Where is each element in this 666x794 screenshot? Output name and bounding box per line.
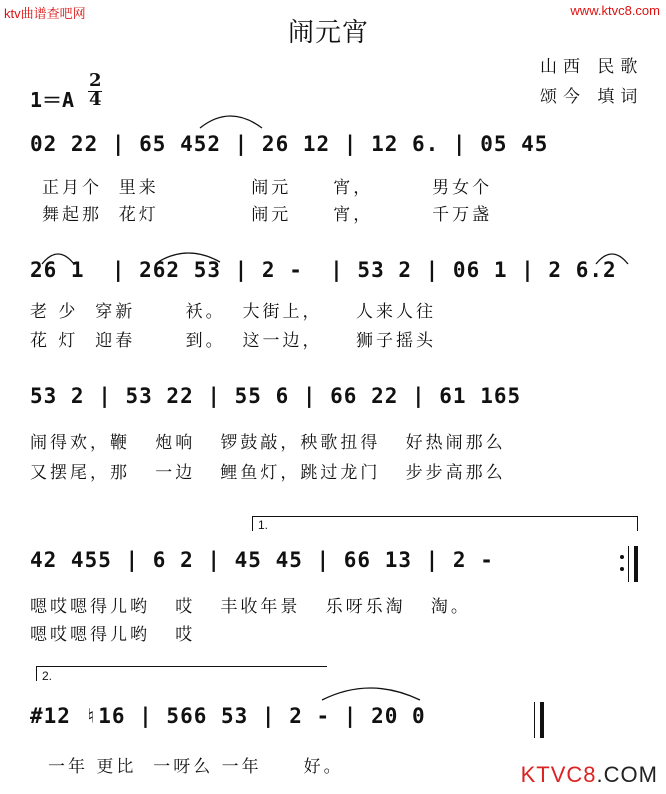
lyric-row-2-verse-2: 花 灯 迎春 到。 这一边， 狮子摇头 <box>30 331 437 351</box>
origin-credit: 山西 民歌 <box>540 57 644 77</box>
lyric-row-4-verse-2: 嗯哎嗯得儿哟 哎 <box>30 625 196 645</box>
lyricist-credit: 颂今 填词 <box>540 87 644 107</box>
time-signature-denominator: 4 <box>89 89 102 110</box>
repeat-thick-bar <box>634 546 638 582</box>
notation-row-4: 42 455 | 6 2 | 45 45 | 66 13 | 2 - <box>30 548 494 572</box>
end-thick-bar <box>540 702 544 738</box>
watermark-top-right: www.ktvc8.com <box>570 3 660 18</box>
site-logo <box>521 762 658 788</box>
end-thin-bar <box>534 702 535 738</box>
notation-row-1: 02 22 | 65 452 | 26 12 | 12 6. | 05 45 <box>30 132 549 156</box>
lyric-row-2-verse-1: 老 少 穿新 袄。 大街上， 人来人往 <box>30 302 437 322</box>
site-logo-dark: .COM <box>596 762 658 787</box>
notation-row-3: 53 2 | 53 22 | 55 6 | 66 22 | 61 165 <box>30 384 522 408</box>
lyric-row-1-verse-2: 舞起那 花灯 闹元 宵， 千万盏 <box>42 205 493 225</box>
key-signature: 1＝A <box>30 88 75 112</box>
song-title: 闹元宵 <box>288 18 370 48</box>
repeat-dot-upper <box>620 555 624 559</box>
first-ending-bracket <box>252 516 638 531</box>
repeat-thin-bar <box>628 546 629 582</box>
lyric-row-3-verse-1: 闹得欢，鞭 炮响 锣鼓敲，秧歌扭得 好热闹那么 <box>30 433 506 453</box>
staff-row-5 <box>0 700 666 760</box>
lyric-row-4-verse-1: 嗯哎嗯得儿哟 哎 丰收年景 乐呀乐淘 淘。 <box>30 597 471 617</box>
time-signature-numerator: 2 <box>89 70 102 91</box>
repeat-dot-lower <box>620 567 624 571</box>
site-logo-red: KTVC8 <box>520 762 597 787</box>
lyric-row-3-verse-2: 又摆尾，那 一边 鲤鱼灯，跳过龙门 步步高那么 <box>30 463 506 483</box>
lyric-row-1-verse-1: 正月个 里来 闹元 宵， 男女个 <box>42 178 493 198</box>
second-ending-label: 2. <box>42 669 53 683</box>
second-ending-bracket <box>36 666 327 681</box>
notation-row-5: #12 ♮16 | 566 53 | 2 - | 20 0 <box>30 704 426 728</box>
first-ending-label: 1. <box>258 518 269 532</box>
notation-row-2: 26 1 | 262 53 | 2 - | 53 2 | 06 1 | 2 6.2 <box>30 258 617 282</box>
lyric-row-5: 一年 更比 一呀么 一年 好。 <box>48 757 344 777</box>
watermark-top-left: ktv曲谱查吧网 <box>4 6 86 21</box>
